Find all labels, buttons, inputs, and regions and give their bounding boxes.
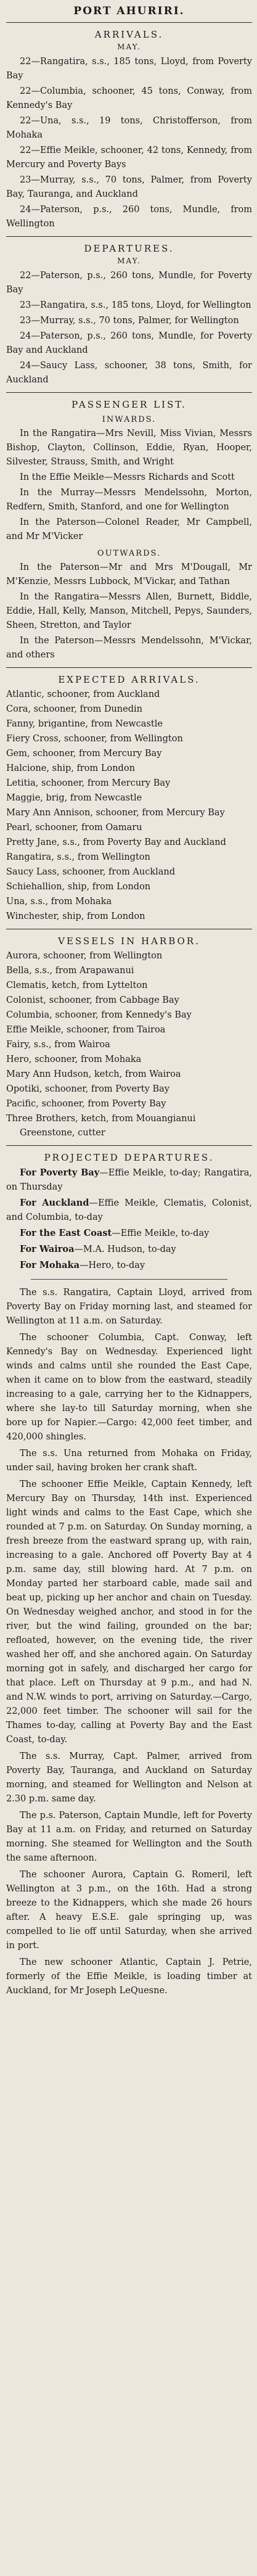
outwards-label: OUTWARDS. <box>97 549 161 558</box>
shipping-news-section <box>6 1286 252 1998</box>
expected-arrivals-section <box>6 674 252 924</box>
masthead: PORT AHURIRI. <box>73 5 185 17</box>
expected-vessel: Una, s.s., from Mohaka <box>6 897 112 907</box>
projected-vessels: —Hero, to-day <box>79 1261 145 1270</box>
expected-vessel: Mary Ann Annison, schooner, from Mercury Bay <box>6 808 225 818</box>
arrival-entry: 22—Rangatira, s.s., 185 tons, Lloyd, from Poverty Bay <box>6 57 252 81</box>
departures-section <box>6 243 252 387</box>
vessels-in-harbor-title: VESSELS IN HARBOR. <box>58 936 200 947</box>
projected-vessels: —M.A. Hudson, to-day <box>74 1245 176 1254</box>
news-paragraph: The new schooner Atlantic, Captain J. Petrie, formerly of the Effie Meikle, is loading timber at Auckland, for Mr Joseph LeQuesne. <box>6 1957 252 1996</box>
departure-entry: 23—Murray, s.s., 70 tons, Palmer, for Wellington <box>20 316 239 326</box>
masthead-rule <box>6 22 252 23</box>
harbor-vessel: Three Brothers, ketch, from Mouangianui Greenstone, cutter <box>6 1114 196 1138</box>
expected-vessel: Maggie, brig, from Newcastle <box>6 793 142 803</box>
projected-departure <box>6 1166 252 1195</box>
departure-entry: 23—Rangatira, s.s., 185 tons, Lloyd, for Wellington <box>20 300 251 310</box>
outward-passengers: In the Paterson—Messrs Mendelssohn, M'Vickar, and others <box>6 636 252 660</box>
arrivals-month: MAY. <box>117 43 141 51</box>
inward-passengers: In the Murray—Messrs Mendelssohn, Morton, Redfern, Smith, Stanford, and one for Wellington <box>6 488 252 512</box>
harbor-vessel: Aurora, schooner, from Wellington <box>6 951 163 961</box>
expected-vessel: Halcione, ship, from London <box>6 763 135 773</box>
outward-passengers: In the Rangatira—Messrs Allen, Burnett, Biddle, Eddie, Hall, Kelly, Manson, Mitchell, Pepys, Saunders, Sheen, Stretton, and Taylor <box>6 592 252 630</box>
departure-entry: 24—Paterson, p.s., 260 tons, Mundle, for Poverty Bay and Auckland <box>6 331 252 355</box>
harbor-vessel: Fairy, s.s., from Wairoa <box>6 1040 110 1050</box>
harbor-vessel: Pacific, schooner, from Poverty Bay <box>6 1099 166 1109</box>
passenger-list-title: PASSENGER LIST. <box>71 399 187 410</box>
section-rule <box>6 236 252 237</box>
expected-vessel: Cora, schooner, from Dunedin <box>6 704 142 714</box>
arrival-entry: 22—Columbia, schooner, 45 tons, Conway, from Kennedy's Bay <box>6 86 252 110</box>
news-divider <box>31 1279 227 1280</box>
news-paragraph: The p.s. Paterson, Captain Mundle, left for Poverty Bay at 11 a.m. on Friday, and returned on Saturday morning. She steamed for Wellington and the South the same afternoon. <box>6 1811 252 1863</box>
arrival-entry: 22—Effie Meikle, schooner, 42 tons, Kennedy, from Mercury and Poverty Bays <box>6 146 252 170</box>
harbor-vessel: Colonist, schooner, from Cabbage Bay <box>6 995 179 1005</box>
expected-vessel: Saucy Lass, schooner, from Auckland <box>6 867 176 877</box>
projected-vessels: —Effie Meikle, Clematis, Colonist, and Columbia, to-day <box>6 1198 252 1222</box>
section-rule <box>6 1145 252 1146</box>
projected-departure <box>6 1258 252 1273</box>
departures-title: DEPARTURES. <box>84 243 174 254</box>
section-rule <box>6 392 252 393</box>
inward-passengers: In the Rangatira—Mrs Nevill, Miss Vivian, Messrs Bishop, Clayton, Collinson, Eddie, Ryan, Hooper, Silvester, Strauss, Smith, and Wright <box>6 429 252 467</box>
inwards-label: INWARDS. <box>102 415 157 424</box>
expected-vessel: Letitia, schooner, from Mercury Bay <box>6 778 171 788</box>
arrivals-section <box>6 29 252 231</box>
projected-departure <box>6 1242 252 1257</box>
projected-departure <box>6 1226 252 1241</box>
projected-departures-title: PROJECTED DEPARTURES. <box>44 1152 214 1163</box>
expected-vessel: Pearl, schooner, from Oamaru <box>6 823 142 833</box>
projected-destination: For Wairoa <box>20 1244 75 1254</box>
harbor-vessel: Opotiki, schooner, from Poverty Bay <box>6 1084 169 1094</box>
projected-vessels: —Effie Meikle, to-day <box>112 1228 210 1238</box>
expected-vessel: Rangatira, s.s., from Wellington <box>6 852 150 862</box>
passenger-list-section <box>6 399 252 662</box>
expected-vessel: Fiery Cross, schooner, from Wellington <box>6 734 183 744</box>
news-paragraph: The s.s. Murray, Capt. Palmer, arrived from Poverty Bay, Tauranga, and Auckland on Saturday morning, and steamed for Wellington and Nelson at 2.30 p.m. same day. <box>6 1751 252 1804</box>
projected-vessels: —Effie Meikle, to-day; Rangatira, on Thursday <box>6 1168 252 1192</box>
news-paragraph: The schooner Aurora, Captain G. Romeril, left Wellington at 3 p.m., on the 16th. Had a strong breeze to the Kidnappers, which she made 26 hours after. A heavy E.S.E. gale springing up, was compelled to lie off until Saturday, when she arrived in port. <box>6 1870 252 1951</box>
expected-vessel: Fanny, brigantine, from Newcastle <box>6 719 163 729</box>
expected-vessel: Winchester, ship, from London <box>6 911 145 921</box>
harbor-vessel: Clematis, ketch, from Lyttelton <box>6 981 148 990</box>
arrival-entry: 23—Murray, s.s., 70 tons, Palmer, from Poverty Bay, Tauranga, and Auckland <box>6 175 252 199</box>
expected-vessel: Atlantic, schooner, from Auckland <box>6 689 160 699</box>
projected-departure <box>6 1196 252 1225</box>
expected-vessel: Pretty Jane, s.s., from Poverty Bay and Auckland <box>6 837 226 847</box>
news-paragraph: The s.s. Rangatira, Captain Lloyd, arrived from Poverty Bay on Friday morning last, and steamed for Wellington at 11 a.m. on Saturday. <box>6 1288 252 1326</box>
projected-departures-section <box>6 1152 252 1273</box>
projected-destination: For Poverty Bay <box>20 1167 100 1178</box>
expected-arrivals-title: EXPECTED ARRIVALS. <box>58 674 200 685</box>
expected-vessel: Schiehallion, ship, from London <box>6 882 151 892</box>
harbor-vessel: Hero, schooner, from Mohaka <box>6 1055 142 1064</box>
expected-vessel: Gem, schooner, from Mercury Bay <box>6 749 162 759</box>
departure-entry: 24—Saucy Lass, schooner, 38 tons, Smith, for Auckland <box>6 361 252 385</box>
harbor-vessel: Columbia, schooner, from Kennedy's Bay <box>6 1010 192 1020</box>
vessels-in-harbor-section <box>6 936 252 1140</box>
news-paragraph: The schooner Columbia, Capt. Conway, left Kennedy's Bay on Wednesday. Experienced light winds and calms until she rounded the East Cape, when it came on to blow from the eastward, steadily increasing to a gale, carrying her to the Kidnappers, where she lay-to till Saturday morning, when she bore up for Napier.—Cargo: 42,000 feet timber, and 420,000 shingles. <box>6 1333 252 1442</box>
harbor-vessel: Mary Ann Hudson, ketch, from Wairoa <box>6 1069 181 1079</box>
harbor-vessel: Bella, s.s., from Arapawanui <box>6 966 134 976</box>
harbor-vessel: Effie Meikle, schooner, from Tairoa <box>6 1025 166 1035</box>
arrival-entry: 24—Paterson, p.s., 260 tons, Mundle, from Wellington <box>6 205 252 229</box>
arrivals-title: ARRIVALS. <box>94 29 164 40</box>
inward-passengers: In the Paterson—Colonel Reader, Mr Campbell, and Mr M'Vicker <box>6 517 252 541</box>
news-paragraph: The s.s. Una returned from Mohaka on Friday, under sail, having broken her crank shaft. <box>6 1449 252 1473</box>
departures-month: MAY. <box>117 257 141 265</box>
news-paragraph: The schooner Effie Meikle, Captain Kennedy, left Mercury Bay on Thursday, 14th inst. Experienced light winds and calms to the East Cape, which she rounded at 7 p.m. on Saturday. On Sunday morning, a fresh breeze from the eastward sprang up, with rain, increasing to a gale. Anchored off Poverty Bay at 4 p.m. same day, still blowing hard. At 7 p.m. on Monday parted her starboard cable, made sail and beat up, picking up her anchor and chain on Tuesday. On Wednesday weighed anchor, and stood in for the river, but the wind failing, grounded on the bar; refloated, however, on the evening tide, the river washed her off, and she anchored again. On Saturday morning got in safely, and discharged her cargo for that place. Left on Thursday at 9 p.m., and had N. and N.W. winds to port, arriving on Saturday.—Cargo, 22,000 feet timber. The schooner will sail for the Thames to-day, calling at Poverty Bay and the East Coast, to-day. <box>6 1479 252 1745</box>
projected-destination: For the East Coast <box>20 1228 112 1238</box>
projected-destination: For Mohaka <box>20 1260 80 1270</box>
outward-passengers: In the Paterson—Mr and Mrs M'Dougall, Mr M'Kenzie, Messrs Lubbock, M'Vickar, and Tathan <box>6 562 252 586</box>
arrival-entry: 22—Una, s.s., 19 tons, Christofferson, from Mohaka <box>6 116 252 140</box>
section-rule <box>6 667 252 668</box>
inward-passengers: In the Effie Meikle—Messrs Richards and Scott <box>20 472 235 482</box>
departure-entry: 22—Paterson, p.s., 260 tons, Mundle, for Poverty Bay <box>6 271 252 295</box>
projected-destination: For Auckland <box>20 1198 89 1208</box>
